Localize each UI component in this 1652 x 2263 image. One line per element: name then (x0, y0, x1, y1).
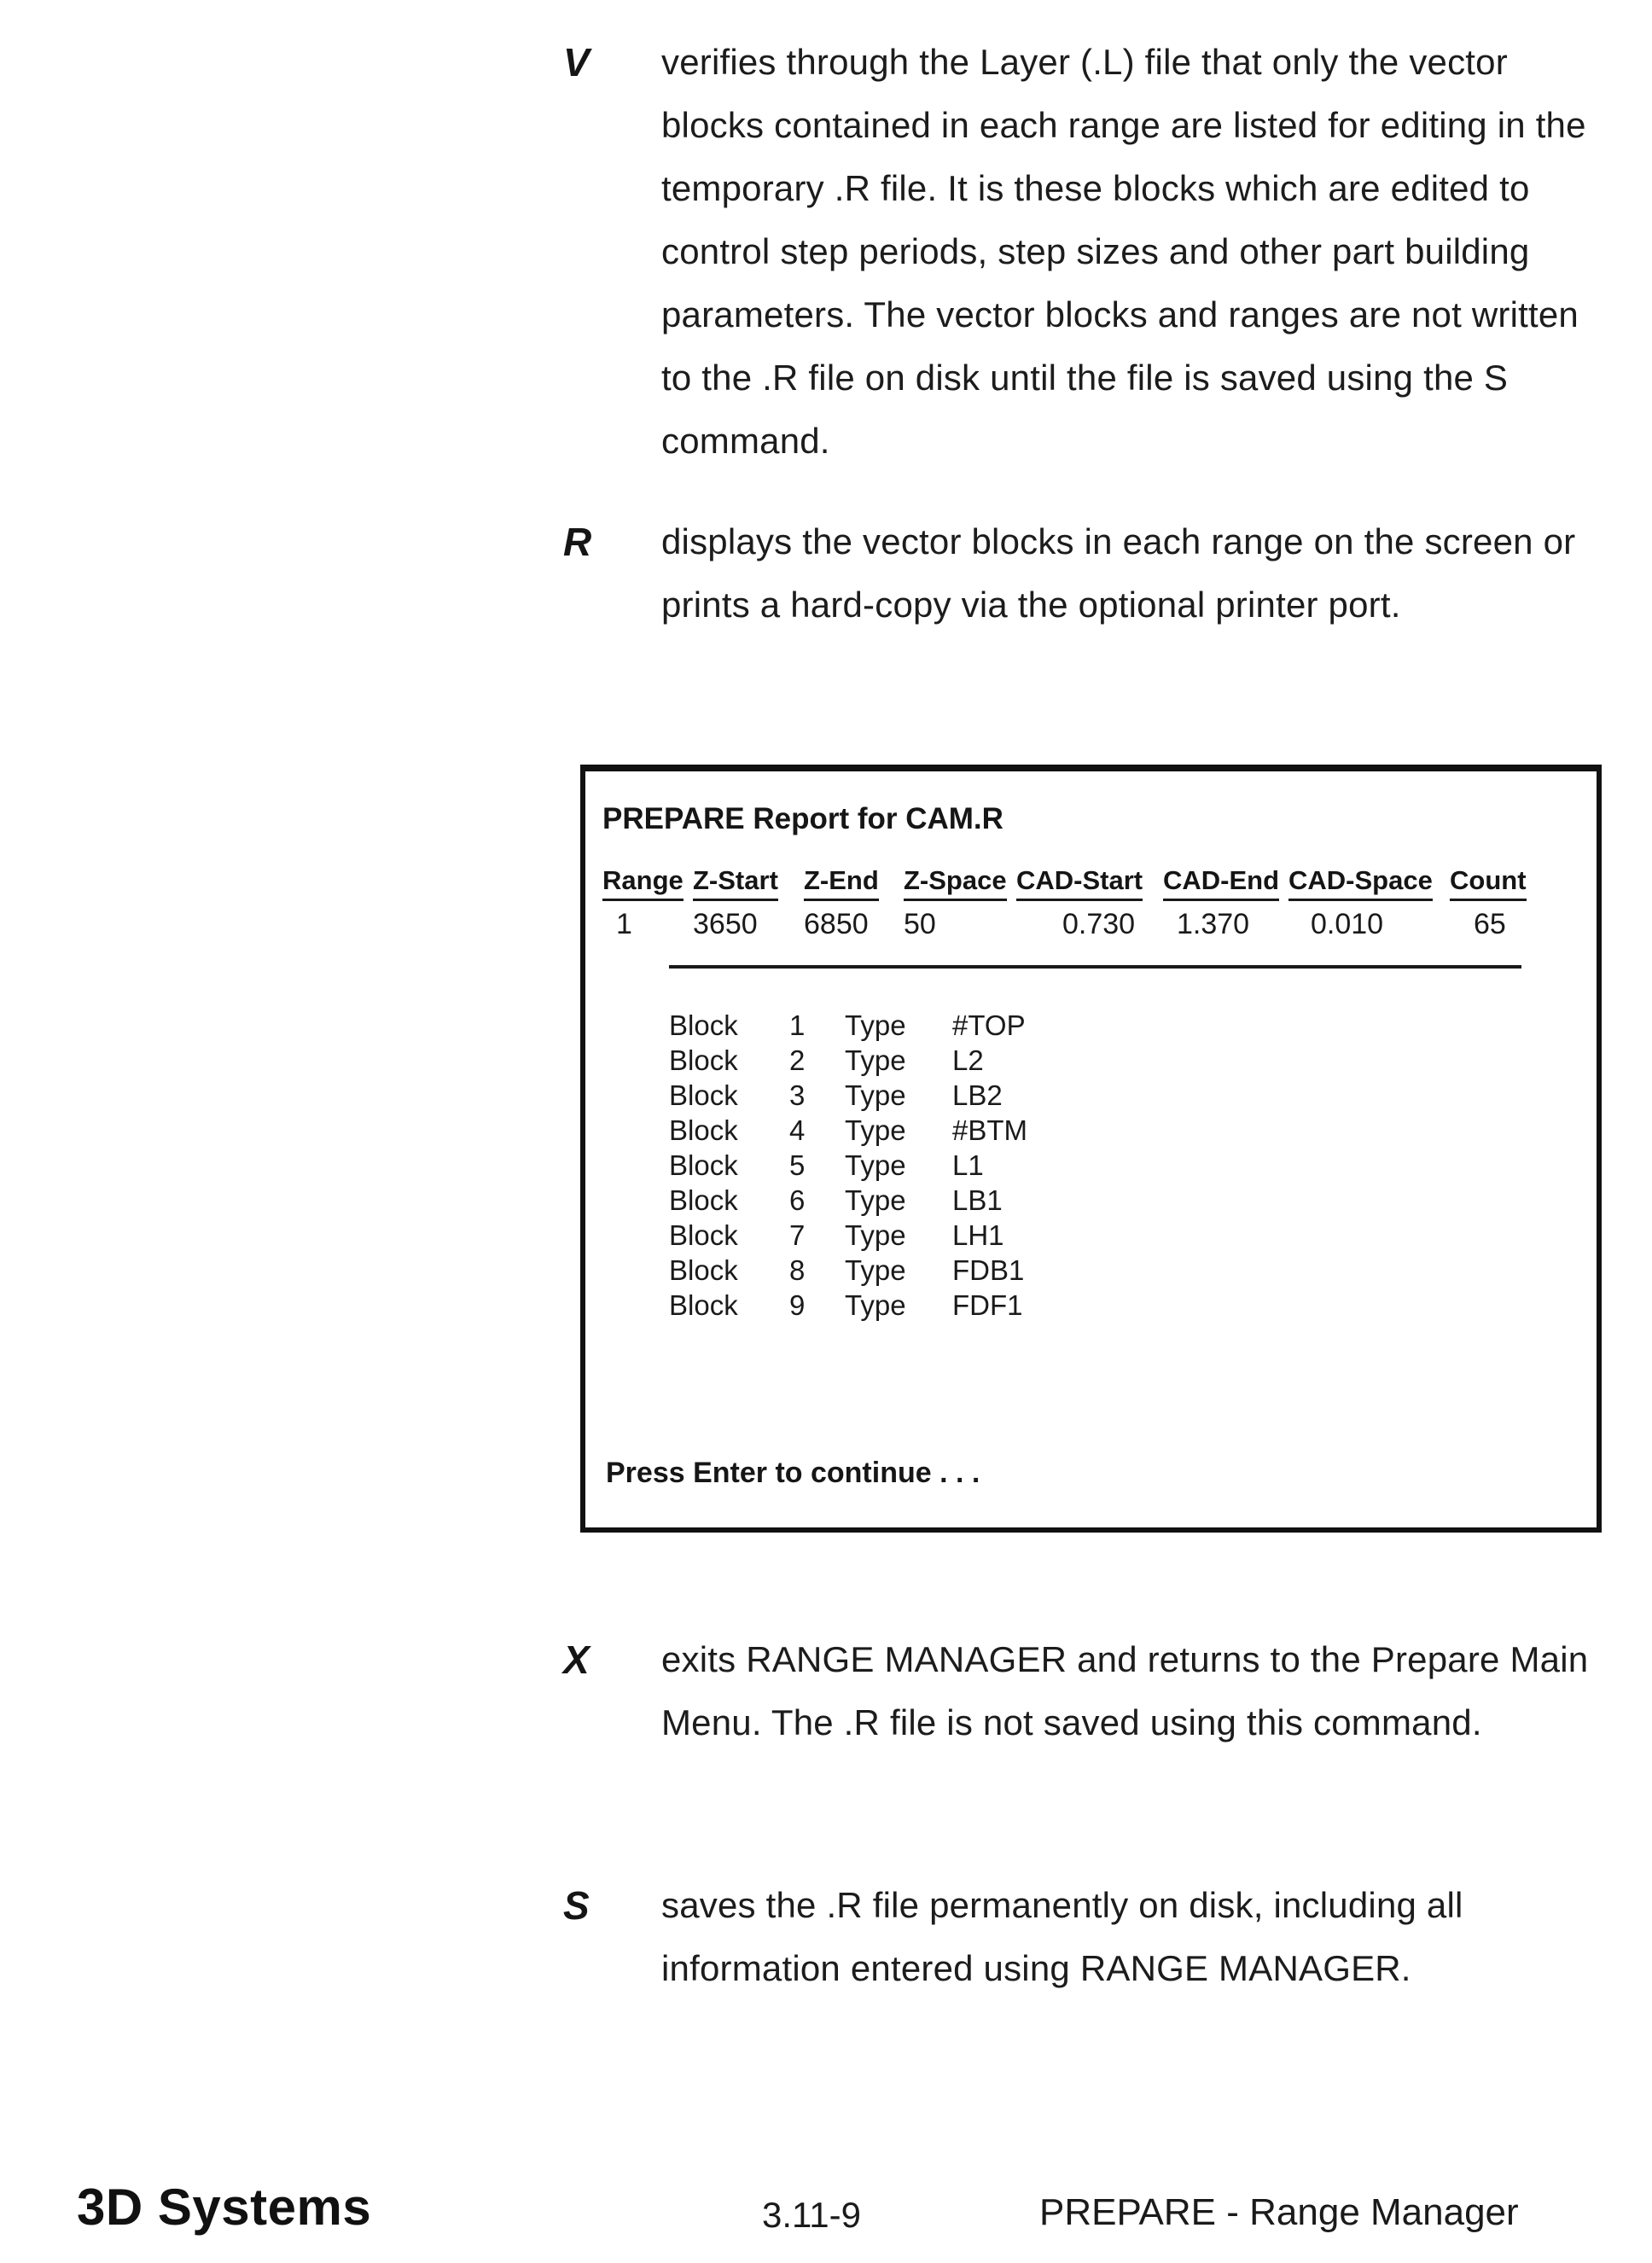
column-header-cad-start: CAD-Start (1016, 865, 1143, 901)
column-header-cad-end: CAD-End (1163, 865, 1279, 901)
command-description-v: verifies through the Layer (.L) file that only the vector blocks contained in each range are listed for editing in the temporary .R file. It is these blocks which are edited to control step periods, step sizes and other part building parameters. The vector blocks and ranges are not written to the .R file on disk until the file is saved using the S command. (661, 42, 1586, 461)
command-letter-s: S (563, 1883, 590, 1928)
value-cad-space: 0.010 (1311, 908, 1384, 940)
block-type: LB2 (952, 1079, 1003, 1111)
column-header-range: Range (602, 865, 683, 901)
value-count: 65 (1474, 908, 1506, 940)
block-type: L1 (952, 1149, 984, 1181)
block-row (669, 1008, 1579, 1043)
report-title: PREPARE Report for CAM.R (602, 802, 1003, 835)
block-number: 2 (789, 1044, 806, 1076)
command-description-r: displays the vector blocks in each range on the screen or prints a hard-copy via the optional printer port. (661, 521, 1576, 625)
press-enter-prompt: Press Enter to continue . . . (606, 1457, 980, 1489)
command-entry-s (563, 1874, 1621, 2000)
block-row (669, 1218, 1579, 1253)
block-row (669, 1253, 1579, 1288)
block-row (669, 1288, 1579, 1323)
block-number: 7 (789, 1219, 806, 1251)
type-label: Type (845, 1044, 906, 1076)
block-row (669, 1148, 1579, 1183)
block-label: Block (669, 1044, 738, 1076)
block-label: Block (669, 1114, 738, 1146)
column-header-count: Count (1450, 865, 1527, 901)
block-label: Block (669, 1289, 738, 1321)
block-number: 6 (789, 1184, 806, 1216)
value-z-end: 6850 (804, 908, 869, 940)
block-number: 4 (789, 1114, 806, 1146)
block-type: FDF1 (952, 1289, 1023, 1321)
prepare-report-window (580, 765, 1602, 1533)
value-cad-start: 0.730 (1062, 908, 1136, 940)
type-label: Type (845, 1149, 906, 1181)
block-label: Block (669, 1009, 738, 1041)
block-number: 3 (789, 1079, 806, 1111)
block-number: 1 (789, 1009, 806, 1041)
type-label: Type (845, 1009, 906, 1041)
command-letter-r: R (563, 520, 592, 564)
block-label: Block (669, 1184, 738, 1216)
block-label: Block (669, 1254, 738, 1286)
type-label: Type (845, 1114, 906, 1146)
block-row (669, 1113, 1579, 1148)
block-row (669, 1078, 1579, 1113)
type-label: Type (845, 1289, 906, 1321)
block-type: L2 (952, 1044, 984, 1076)
block-number: 9 (789, 1289, 806, 1321)
footer-section-title: PREPARE - Range Manager (1039, 2191, 1519, 2233)
command-letter-x: X (563, 1638, 590, 1682)
value-z-space: 50 (904, 908, 936, 940)
command-description-s: saves the .R file permanently on disk, including all information entered using RANGE MANAGER. (661, 1885, 1463, 1988)
block-type: #TOP (952, 1009, 1026, 1041)
block-type: LB1 (952, 1184, 1003, 1216)
value-cad-end: 1.370 (1177, 908, 1250, 940)
horizontal-divider (669, 965, 1521, 969)
column-header-z-start: Z-Start (693, 865, 778, 901)
footer-brand: 3D Systems (77, 2179, 372, 2236)
type-label: Type (845, 1219, 906, 1251)
command-description-x: exits RANGE MANAGER and returns to the Prepare Main Menu. The .R file is not saved using this command. (661, 1639, 1589, 1742)
footer-page-number: 3.11-9 (762, 2195, 861, 2235)
command-entry-r (563, 510, 1621, 637)
column-header-z-end: Z-End (804, 865, 879, 901)
column-header-z-space: Z-Space (904, 865, 1007, 901)
block-label: Block (669, 1219, 738, 1251)
block-list (669, 1008, 1579, 1323)
type-label: Type (845, 1254, 906, 1286)
type-label: Type (845, 1079, 906, 1111)
block-type: LH1 (952, 1219, 1004, 1251)
column-header-cad-space: CAD-Space (1288, 865, 1433, 901)
value-range: 1 (616, 908, 632, 940)
block-type: FDB1 (952, 1254, 1025, 1286)
report-header-row (602, 865, 1579, 901)
command-entry-v (563, 31, 1621, 473)
command-letter-v: V (563, 40, 590, 84)
block-label: Block (669, 1079, 738, 1111)
block-number: 5 (789, 1149, 806, 1181)
block-row (669, 1043, 1579, 1078)
command-entry-x (563, 1628, 1621, 1754)
block-number: 8 (789, 1254, 806, 1286)
type-label: Type (845, 1184, 906, 1216)
block-row (669, 1183, 1579, 1218)
block-type: #BTM (952, 1114, 1028, 1146)
value-z-start: 3650 (693, 908, 758, 940)
report-value-row (602, 908, 1579, 941)
block-label: Block (669, 1149, 738, 1181)
